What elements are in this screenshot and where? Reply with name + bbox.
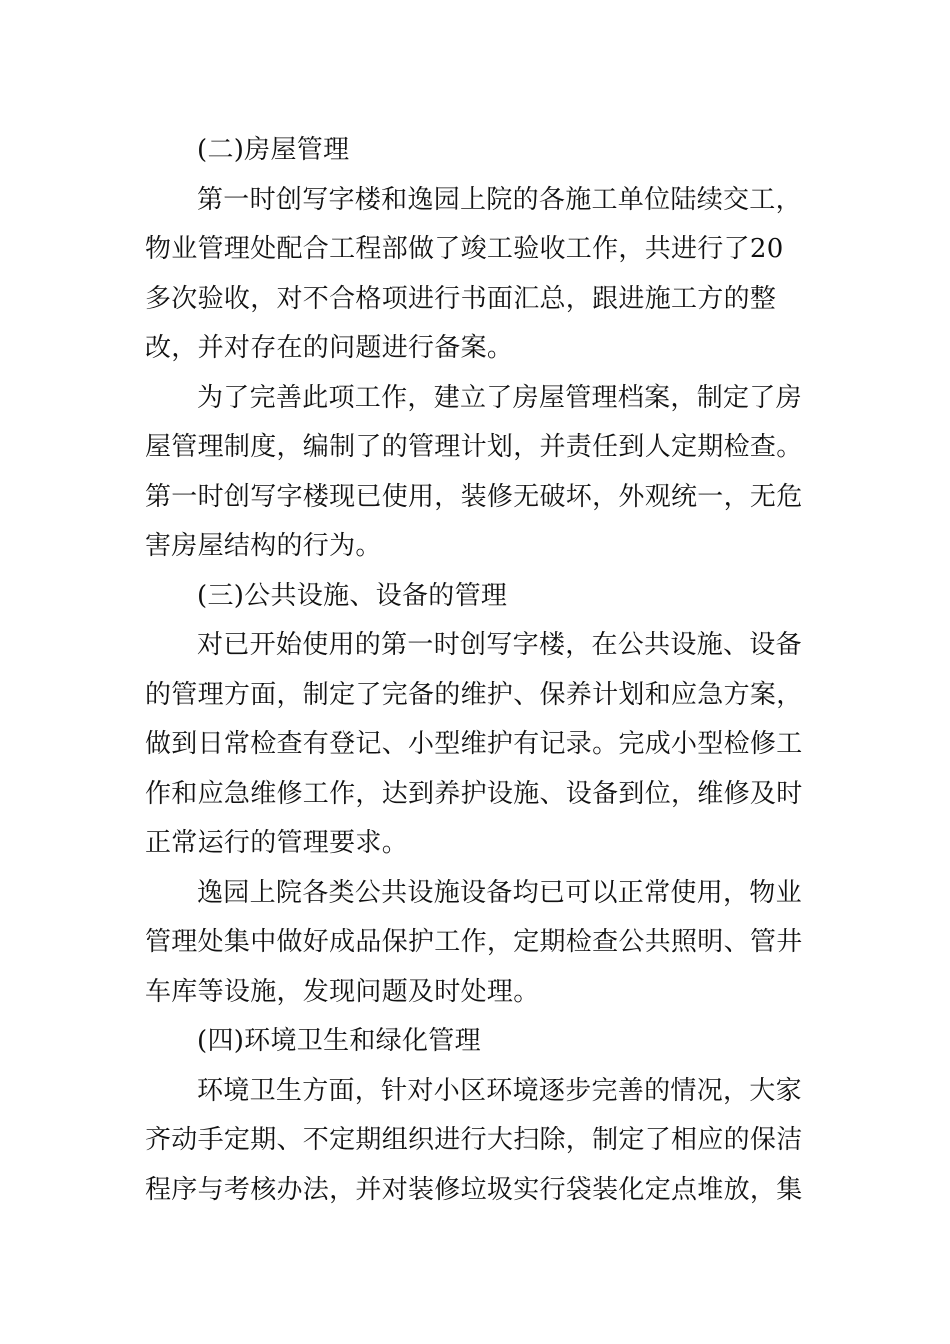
document-body	[145, 126, 805, 1215]
paragraph-acceptance-inspection: 第一时创写字楼和逸园上院的各施工单位陆续交工，物业管理处配合工程部做了竣工验收工作，共进行了20多次验收，对不合格项进行书面汇总，跟进施工方的整改，并对存在的问题进行备案。	[145, 184, 802, 363]
section-heading-public-facilities: (三)公共设施、设备的管理	[197, 580, 508, 611]
paragraph-facility-maintenance: 对已开始使用的第一时创写字楼，在公共设施、设备的管理方面，制定了完备的维护、保养计划和应急方案，做到日常检查有登记、小型维护有记录。完成小型检修工作和应急维修工作，达到养护设施、设备到位，维修及时正常运行的管理要求。	[145, 630, 803, 858]
paragraph-house-management-system: 为了完善此项工作，建立了房屋管理档案，制定了房屋管理制度，编制了的管理计划，并责任到人定期检查。第一时创写字楼现已使用，装修无破坏，外观统一，无危害房屋结构的行为。	[145, 382, 803, 561]
section-heading-environment-greening: (四)环境卫生和绿化管理	[197, 1026, 481, 1056]
paragraph-environment-sanitation: 环境卫生方面，针对小区环境逐步完善的情况，大家齐动手定期、不定期组织进行大扫除，制定了相应的保洁程序与考核办法，并对装修垃圾实行袋装化定点堆放，集	[145, 1075, 803, 1205]
section-heading-house-management: (二)房屋管理	[197, 135, 350, 165]
paragraph-facility-inspection: 逸园上院各类公共设施设备均已可以正常使用，物业管理处集中做好成品保护工作，定期检查公共照明、管井车库等设施，发现问题及时处理。	[145, 877, 803, 1007]
